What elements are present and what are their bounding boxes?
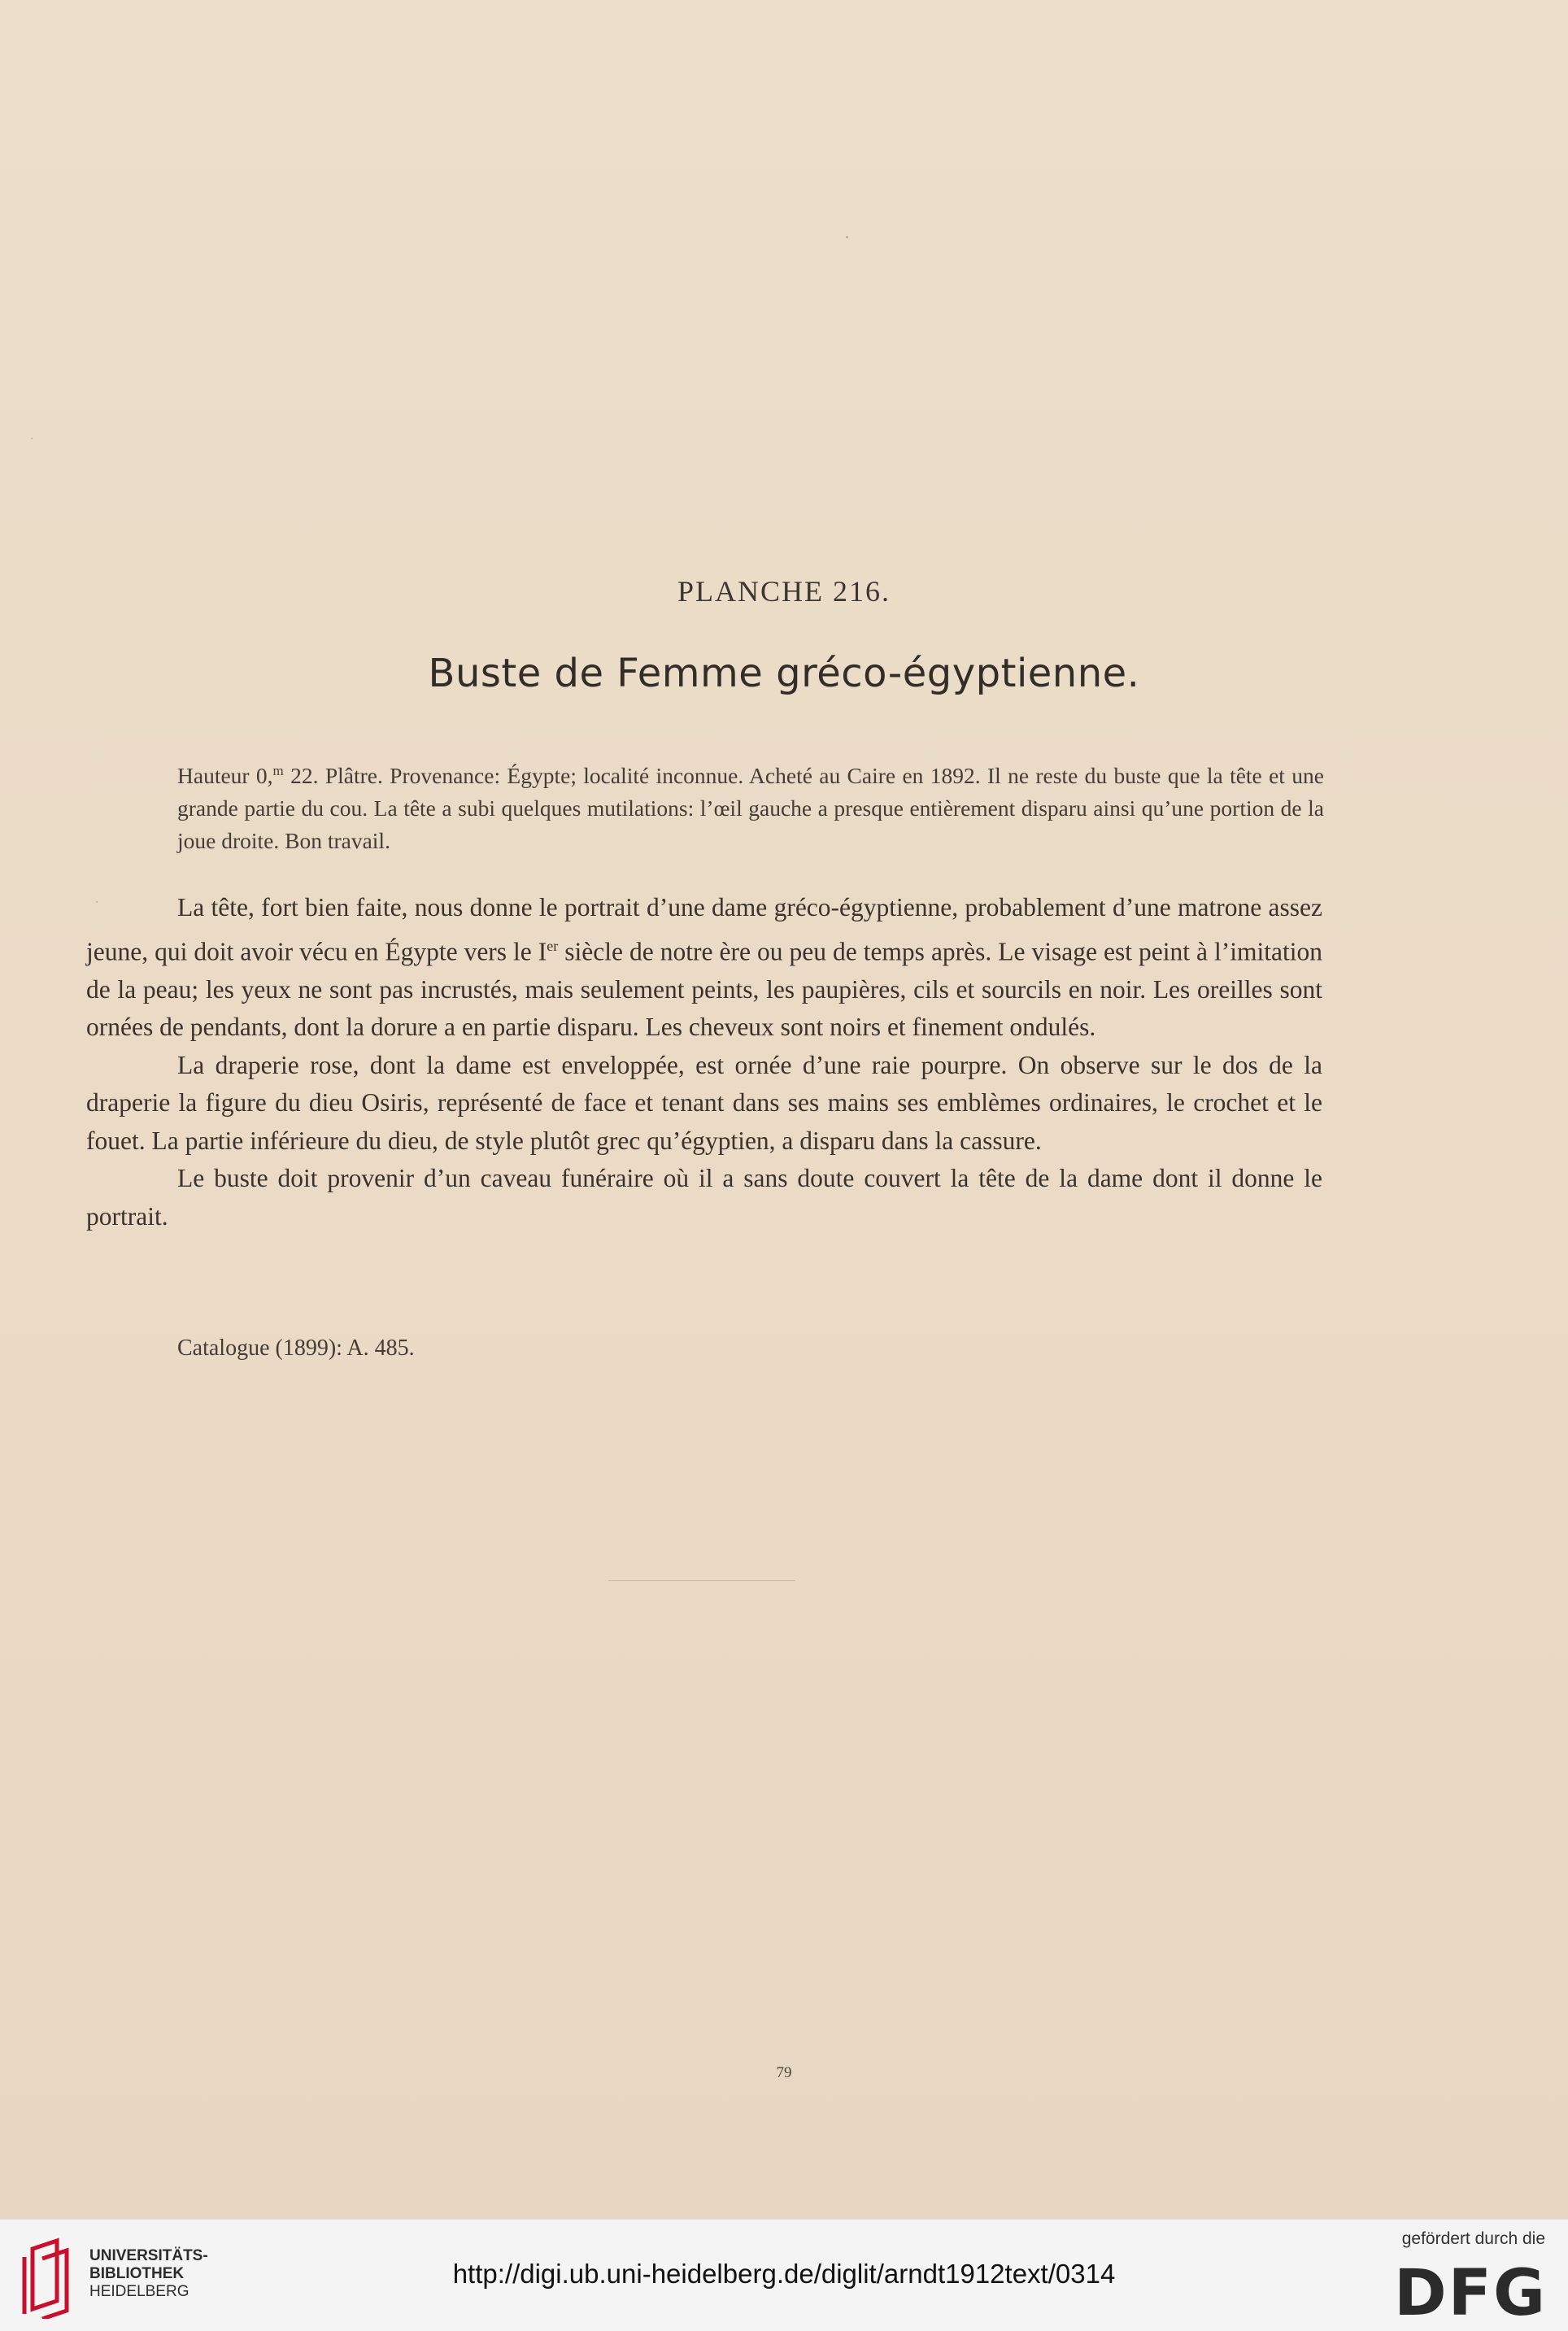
paper-speck <box>846 236 848 238</box>
paragraph-1-rest: siècle de notre ère ou peu de temps après. Le visage est peint à l’imitation de la peau; les yeux ne sont pas incrustés, mais seulement peints, les paupières, cils et sourcils en noir. Les oreilles sont ornées de pendants, dont la dorure a en partie disparu. Les cheveux sont noirs et finement ondulés. <box>86 937 1322 1041</box>
paragraph-3: Le buste doit provenir d’un caveau funéraire où il a sans doute couvert la tête de la dame dont il donne le portrait. <box>86 1164 1322 1231</box>
object-description <box>177 755 1324 857</box>
paragraph-1 <box>86 889 1322 1047</box>
funding-note: gefördert durch die <box>1401 2229 1545 2248</box>
section-divider <box>608 1580 795 1581</box>
page-title: Buste de Femme gréco-égyptienne. <box>428 651 1140 696</box>
plate-heading: PLANCHE 216. <box>677 575 891 608</box>
catalogue-reference: Catalogue (1899): A. 485. <box>177 1335 415 1361</box>
library-name-line-1: UNIVERSITÄTS- <box>89 2247 208 2264</box>
body-text <box>86 889 1322 1235</box>
century-superscript: er <box>547 937 559 954</box>
paper-speck <box>31 438 33 439</box>
description-start: Hauteur 0, <box>177 763 273 789</box>
unit-superscript: m <box>272 763 284 778</box>
permalink-url[interactable]: http://digi.ub.uni-heidelberg.de/diglit/arndt1912text/0314 <box>452 2259 1116 2289</box>
viewer-footer <box>0 2219 1568 2331</box>
library-name-line-2: BIBLIOTHEK <box>89 2265 185 2282</box>
page-number: 79 <box>776 2064 792 2081</box>
paragraph-2: La draperie rose, dont la dame est enveloppée, est ornée d’une raie pourpre. On observe sur le dos de la draperie la figure du dieu Osiris, représenté de face et tenant dans ses mains ses emblèmes ordinaires, le crochet et le fouet. La partie inférieure du dieu, de style plutôt grec qu’égyptien, a disparu dans la cassure. <box>86 1050 1322 1155</box>
description-rest: 22. Plâtre. Provenance: Égypte; localité inconnue. Acheté au Caire en 1892. Il ne reste du buste que la tête et une grande partie du cou. La tête a subi quelques mutilations: l’œil gauche a presque entièrement disparu ainsi qu’une portion de la joue droite. Bon travail. <box>177 763 1324 854</box>
library-name-line-3: HEIDELBERG <box>89 2283 189 2300</box>
paragraph-1-start: La tête, fort bien faite, nous donne le portrait d’une dame gréco-égyptienne, probablement d’une matrone assez jeune, qui doit avoir vécu en Égypte vers le I <box>86 893 1322 965</box>
dfg-logo[interactable]: DFG <box>1393 2257 1547 2330</box>
